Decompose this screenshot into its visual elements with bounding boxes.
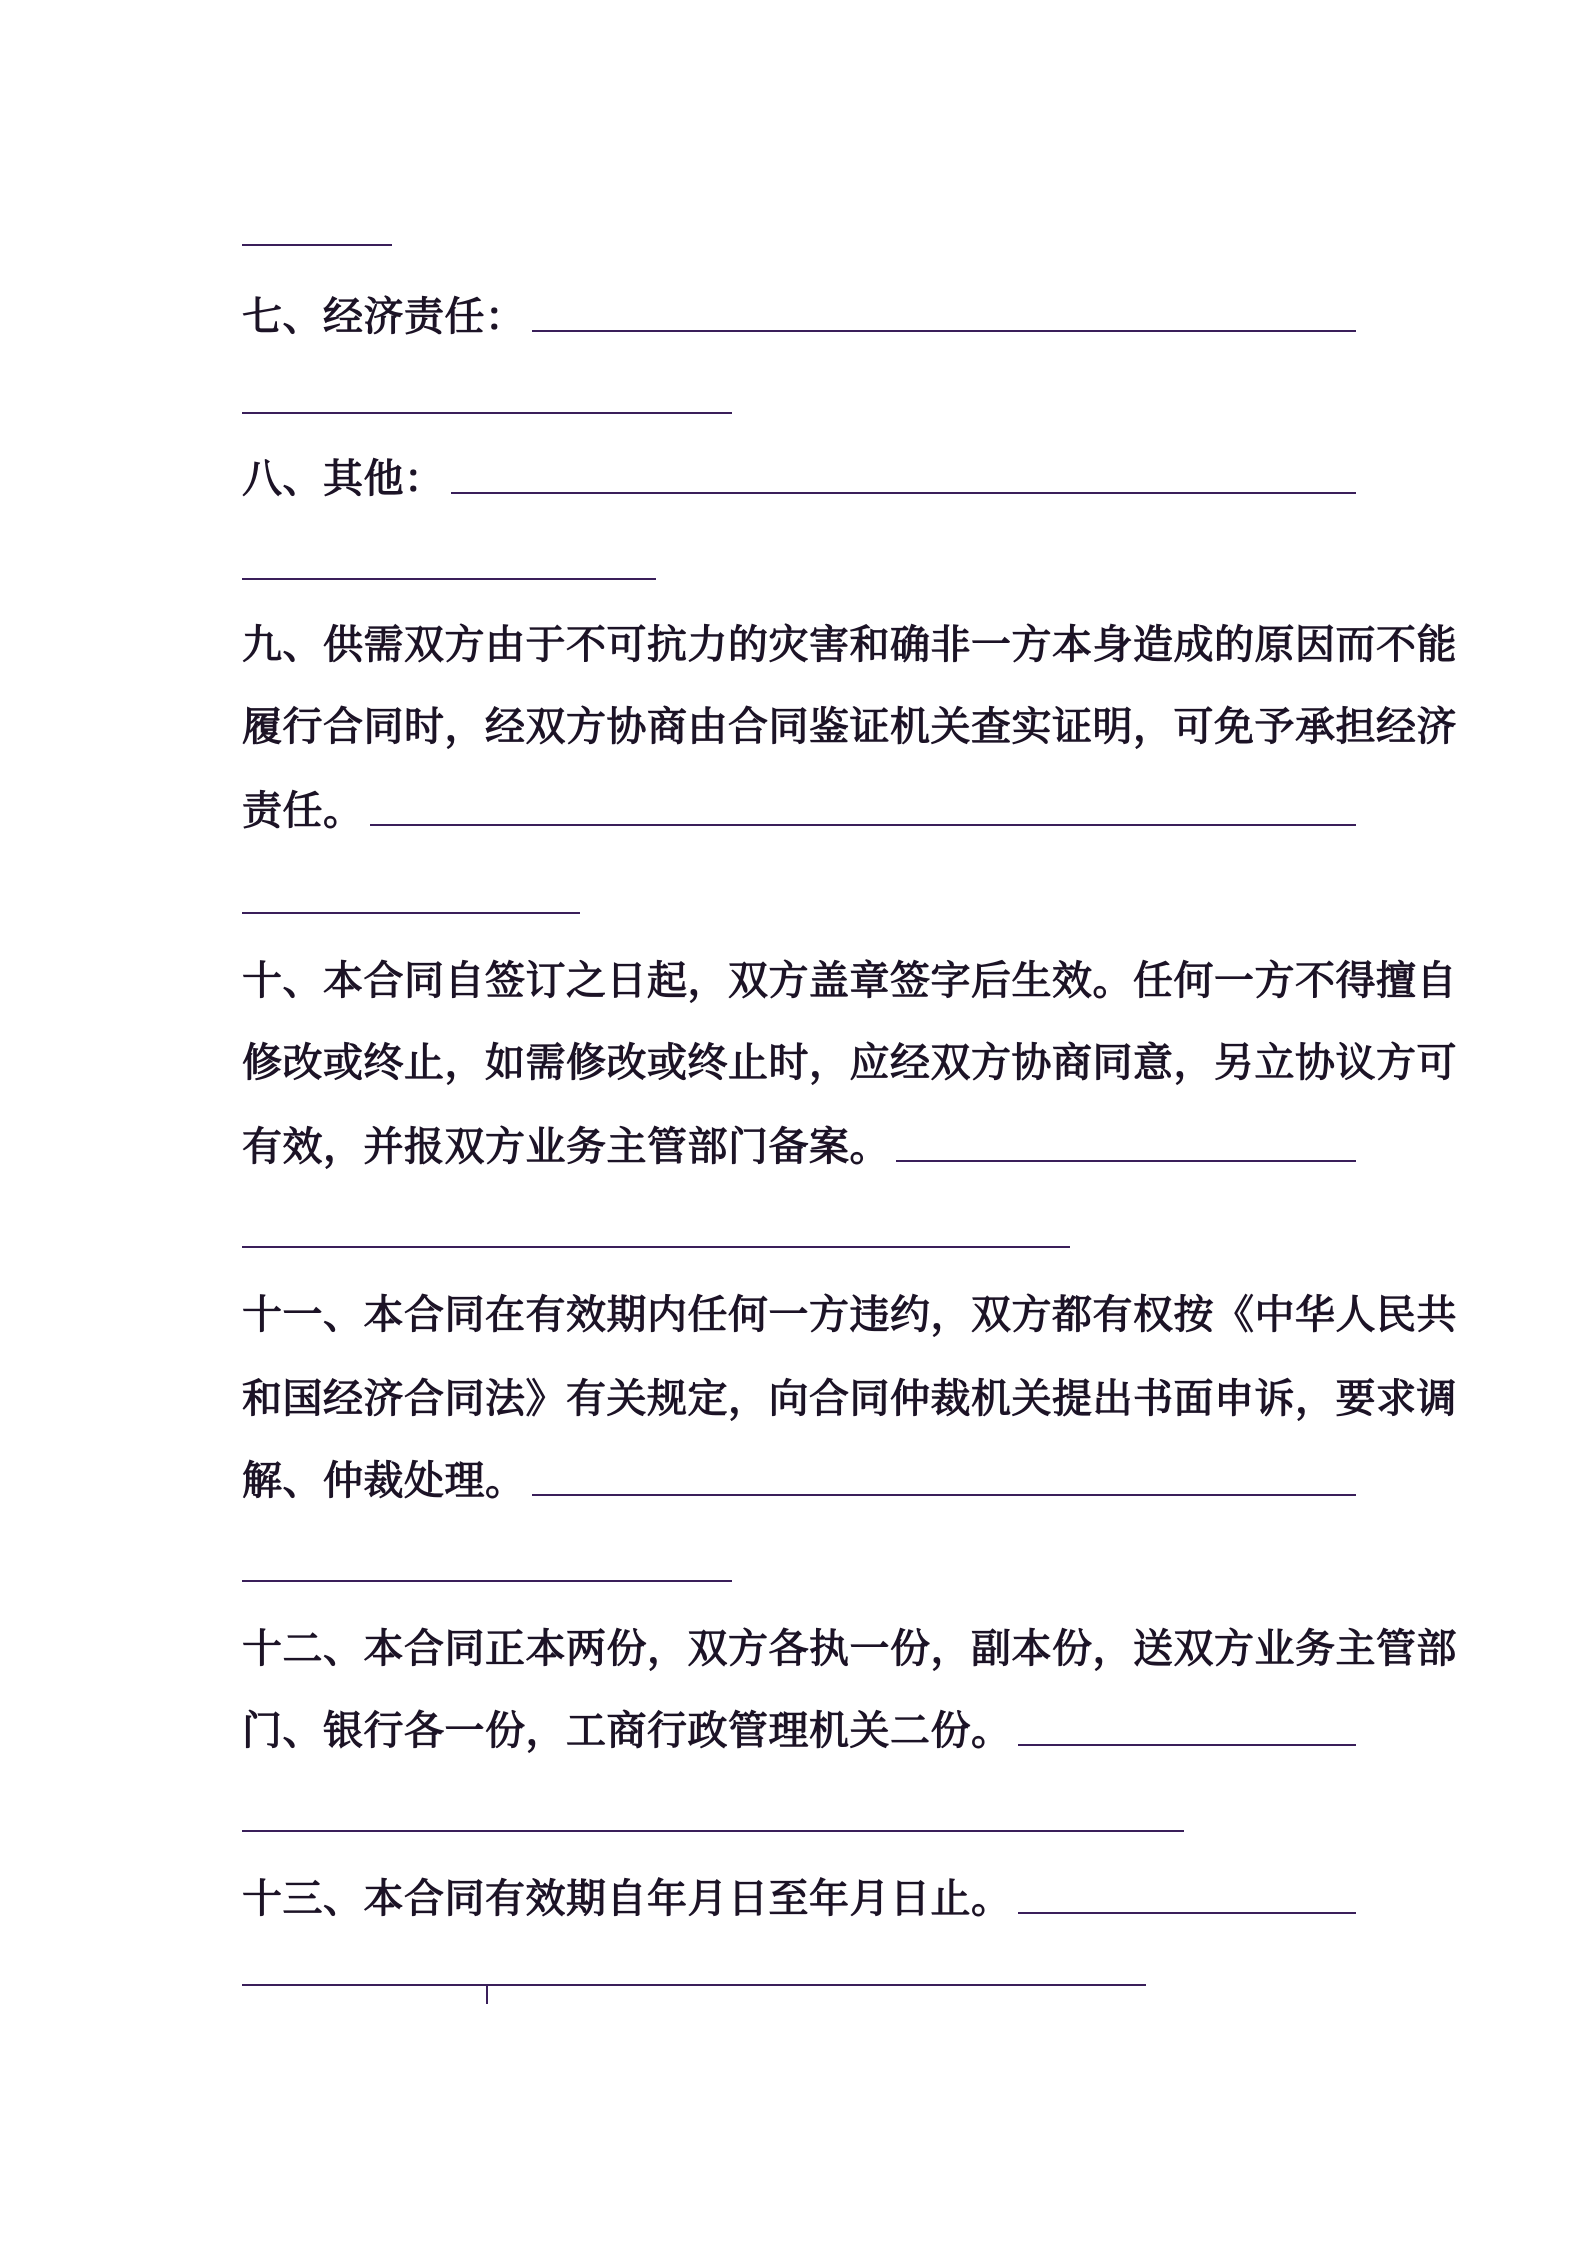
clause-10-line-2 — [242, 1034, 1457, 1092]
blank-line — [242, 244, 392, 246]
blank-line — [1018, 1744, 1357, 1746]
clause-12-line-1 — [242, 1620, 1457, 1678]
clause-13 — [242, 1870, 1356, 1928]
blank-line — [242, 1984, 1146, 1986]
clause-12-line-2 — [242, 1702, 1356, 1760]
blank-line — [532, 330, 1357, 332]
clause-10-text: 修改或终止，如需修改或终止时，应经双方协商同意，另立协议方可 — [242, 1040, 1457, 1086]
clause-11-text: 和国经济合同法》有关规定，向合同仲裁机关提出书面申诉，要求调 — [242, 1376, 1457, 1422]
clause-11-text: 十一、本合同在有效期内任何一方违约，双方都有权按《中华人民共 — [242, 1292, 1457, 1338]
clause-11-text: 解、仲裁处理。 — [242, 1458, 526, 1504]
clause-9-text: 责任。 — [242, 788, 364, 834]
blank-line — [896, 1160, 1356, 1162]
clause-8-text: 八、其他： — [242, 456, 445, 502]
clause-10-text: 有效，并报双方业务主管部门备案。 — [242, 1124, 890, 1170]
clause-9-text: 九、供需双方由于不可抗力的灾害和确非一方本身造成的原因而不能 — [242, 622, 1457, 668]
clause-9-line-3 — [242, 782, 1356, 840]
clause-10-line-3 — [242, 1118, 1356, 1176]
clause-10-text: 十、本合同自签订之日起，双方盖章签字后生效。任何一方不得擅自 — [242, 958, 1457, 1004]
clause-12-text: 门、银行各一份，工商行政管理机关二份。 — [242, 1708, 1012, 1754]
clause-13-text: 十三、本合同有效期自年月日至年月日止。 — [242, 1876, 1012, 1922]
blank-line — [242, 1830, 1184, 1832]
clause-11-line-3 — [242, 1452, 1356, 1510]
text-cursor-mark — [486, 1986, 488, 2004]
clause-7 — [242, 288, 1356, 346]
clause-8 — [242, 450, 1356, 508]
blank-line — [242, 1580, 732, 1582]
blank-line — [242, 912, 580, 914]
clause-11-line-2 — [242, 1370, 1457, 1428]
blank-line — [532, 1494, 1357, 1496]
clause-9-text: 履行合同时，经双方协商由合同鉴证机关查实证明，可免予承担经济 — [242, 704, 1457, 750]
blank-line — [451, 492, 1357, 494]
clause-11-line-1 — [242, 1286, 1457, 1344]
blank-line — [242, 412, 732, 414]
clause-10-line-1 — [242, 952, 1457, 1010]
clause-12-text: 十二、本合同正本两份，双方各执一份，副本份，送双方业务主管部 — [242, 1626, 1457, 1672]
clause-9-line-1 — [242, 616, 1457, 674]
clause-7-text: 七、经济责任： — [242, 294, 526, 340]
blank-line — [242, 1246, 1070, 1248]
blank-line — [1018, 1912, 1357, 1914]
blank-line — [242, 578, 656, 580]
blank-line — [370, 824, 1357, 826]
clause-9-line-2 — [242, 698, 1457, 756]
